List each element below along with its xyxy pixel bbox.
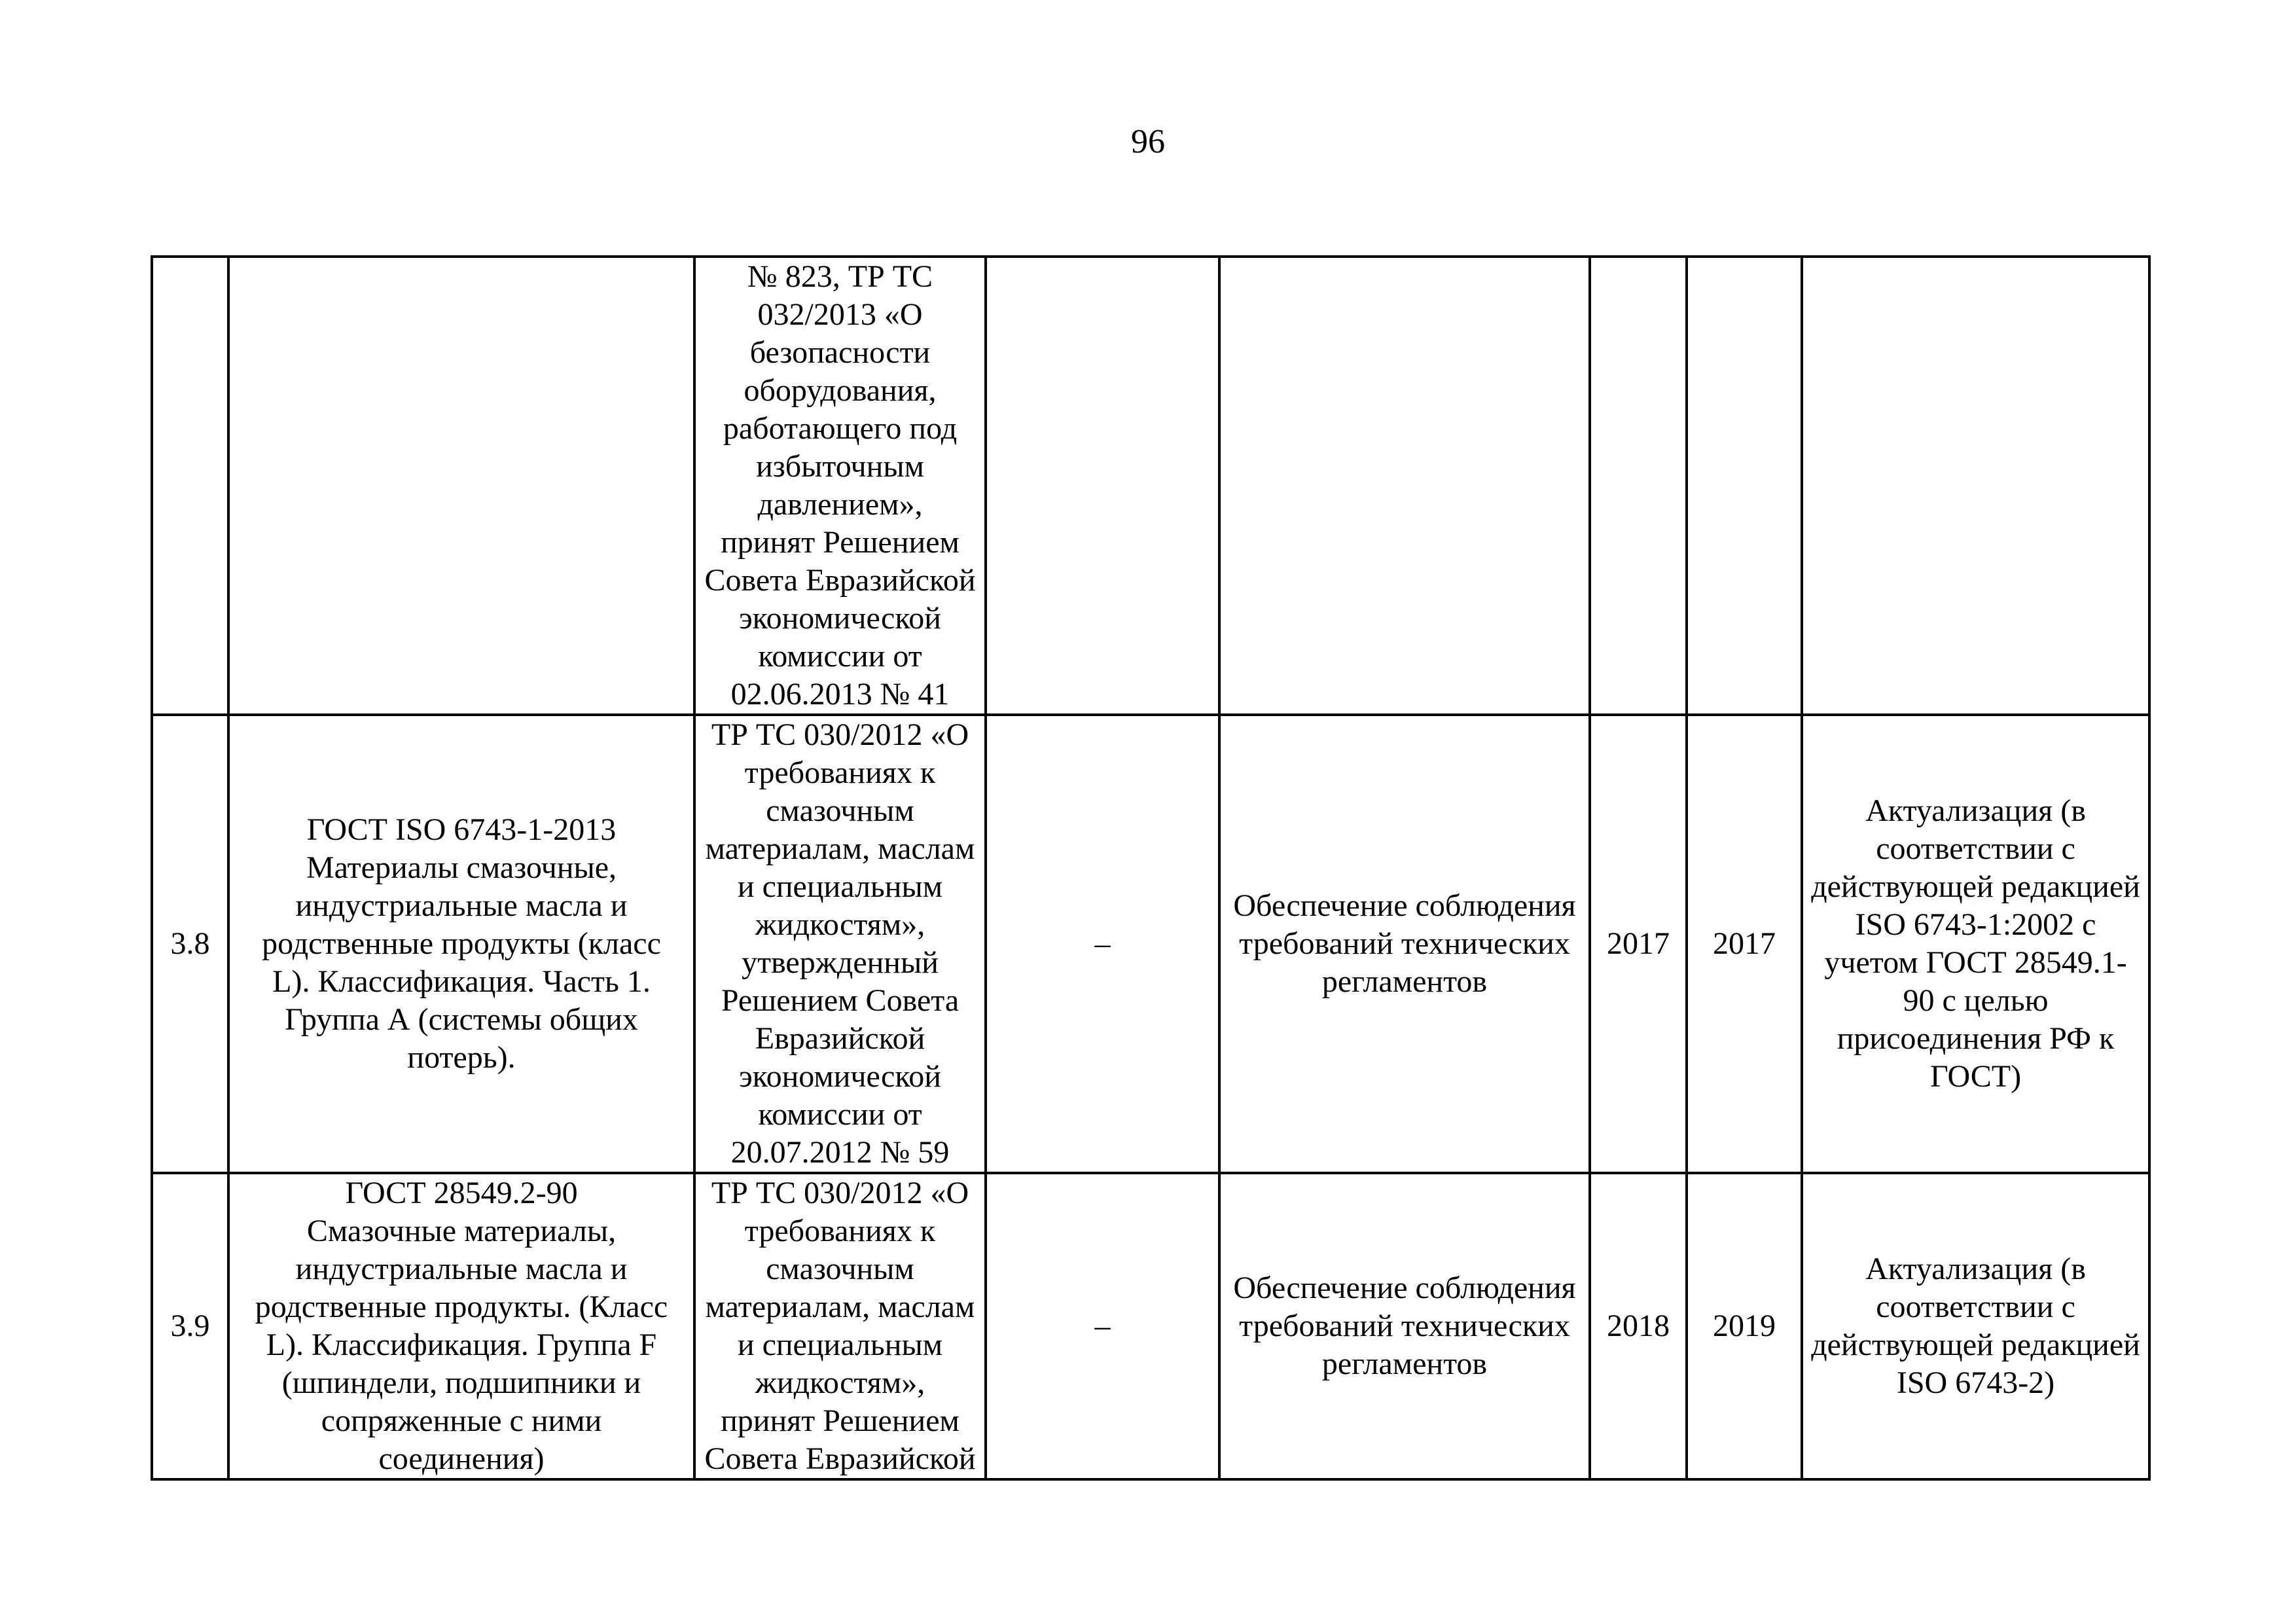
standard-cell: ГОСТ ISO 6743-1-2013 Материалы смазочные, индустриальные масла и родственные продукты (класс L). Классификация. Часть 1. Группа А (системы общих потерь). (228, 715, 694, 1173)
note-cell: Актуализация (в соответствии с действующей редакцией ISO 6743-1:2002 с учетом ГОСТ 28549.1- 90 с целью присоединения РФ к ГОСТ) (1802, 715, 2149, 1173)
year-end-cell: 2019 (1687, 1173, 1802, 1479)
regulation-cell: ТР ТС 030/2012 «О требованиях к смазочным материалам, маслам и специальным жидкостям», принят Решением Совета Евразийской (694, 1173, 986, 1479)
row-number-cell: 3.8 (152, 715, 228, 1173)
table-row (152, 257, 2149, 715)
dash-cell: – (986, 1173, 1219, 1479)
standard-cell: ГОСТ 28549.2-90 Смазочные материалы, индустриальные масла и родственные продукты. (Класс L). Классификация. Группа F (шпиндели, подшипники и сопряженные с ними соединения) (228, 1173, 694, 1479)
goal-cell: Обеспечение соблюдения требований технических регламентов (1219, 1173, 1590, 1479)
note-cell: Актуализация (в соответствии с действующей редакцией ISO 6743-2) (1802, 1173, 2149, 1479)
year-start-cell: 2018 (1590, 1173, 1687, 1479)
year-end-cell: 2017 (1687, 715, 1802, 1173)
year-start-cell: 2017 (1590, 715, 1687, 1173)
regulation-cell: ТР ТС 030/2012 «О требованиях к смазочным материалам, маслам и специальным жидкостям», утвержденный Решением Совета Евразийской экономической комиссии от 20.07.2012 № 59 (694, 715, 986, 1173)
goal-cell: Обеспечение соблюдения требований технических регламентов (1219, 715, 1590, 1173)
dash-cell: – (986, 715, 1219, 1173)
note-cell (1802, 257, 2149, 715)
table-row (152, 1173, 2149, 1479)
table-row (152, 715, 2149, 1173)
goal-cell (1219, 257, 1590, 715)
year-end-cell (1687, 257, 1802, 715)
row-number-cell (152, 257, 228, 715)
row-number-cell: 3.9 (152, 1173, 228, 1479)
year-start-cell (1590, 257, 1687, 715)
dash-cell (986, 257, 1219, 715)
standards-table (151, 255, 2151, 1481)
regulation-cell: № 823, ТР ТС 032/2013 «О безопасности оборудования, работающего под избыточным давлением», принят Решением Совета Евразийской экономической комиссии от 02.06.2013 № 41 (694, 257, 986, 715)
standard-cell (228, 257, 694, 715)
page-number: 96 (1131, 123, 1165, 160)
